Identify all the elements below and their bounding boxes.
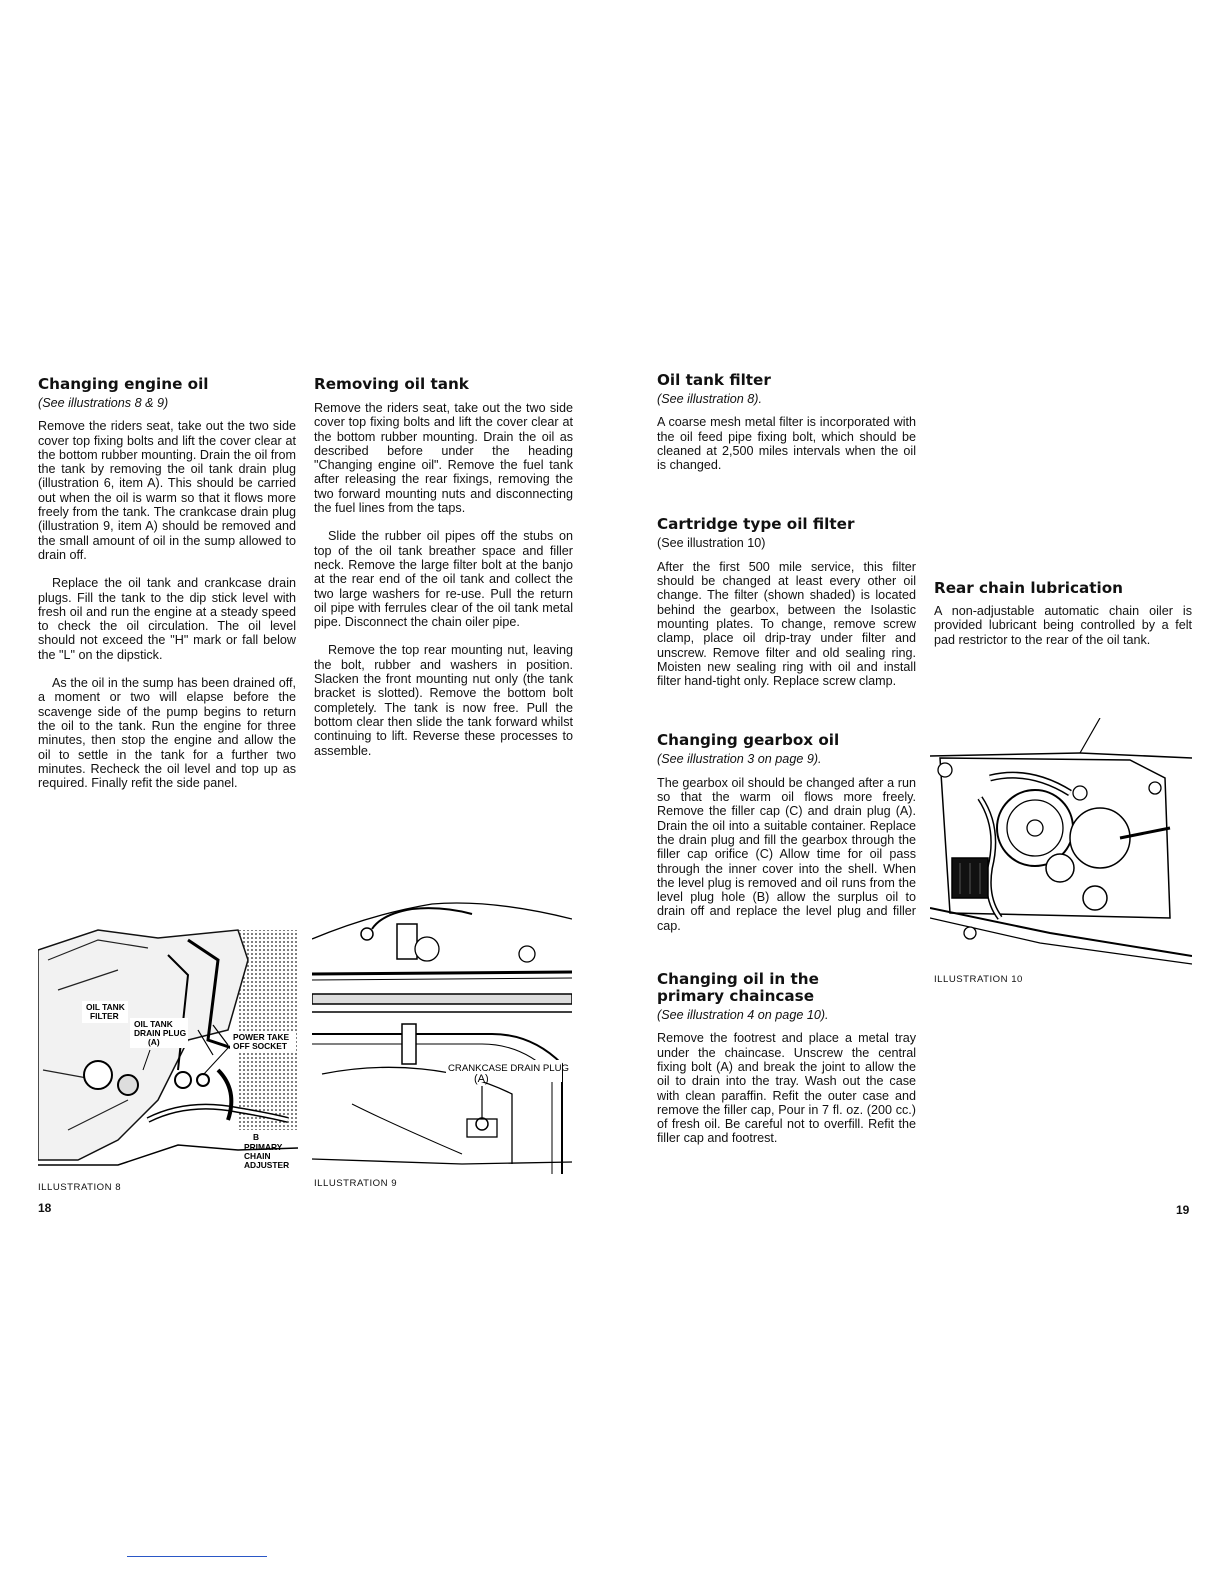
label-power-take-off-socket: POWER TAKE [233,1032,290,1042]
paragraph: Replace the oil tank and crankcase drain plugs. Fill the tank to the dip stick level with fresh oil and run the engine at a steady speed to check the oil circulation. The oil level should not exceed the "H" mark or fall below the "L" on the dipstick. [38,576,296,662]
paragraph: As the oil in the sump has been drained off, a moment or two will elapse before the scavenge side of the pump begins to return the oil to the tank. Run the engine for three minutes, then stop the engine and allow the oil to settle in the tank for a further two minutes. Recheck the oil level and top up as required. Finally refit the side panel. [38,676,296,791]
label-primary-chain-adjuster: CHAIN [244,1151,271,1161]
caption-illustration-8: ILLUSTRATION 8 [38,1182,122,1193]
paragraph: Slide the rubber oil pipes off the stubs on top of the oil tank breather space and filler neck. Remove the large filter bolt at the banjo at the rear end of the oil tank and collect the two large washers for re-use. Pull the return oil pipe with ferrules clear of the oil tank metal pipe. Disconnect the chain oiler pipe. [314,529,573,630]
paragraph: The gearbox oil should be changed after a run so that the warm oil flows more freely. Remove the filler cap (C) and drain plug (A). Drain the oil into a suitable container. Replace the drain plug and fill the gearbox through the filler cap orifice (C) Allow time for oil pass through the inner cover into the shell. When the level plug is removed and oil runs from the level plug hole (B) allow the surplus oil to drain off and replace the level plug and filler cap. [657,775,916,933]
column-removing-oil-tank [314,376,573,772]
label-oil-tank-drain-plug: OIL TANK [134,1019,173,1029]
page-number-19: 19 [1176,1203,1190,1217]
label-primary-chain-adjuster: ADJUSTER [244,1160,290,1170]
column-oil-filters-gearbox [657,372,916,1160]
subheading-see-illustration-3: (See illustration 3 on page 9). [657,752,822,767]
subheading-see-illustration-10: (See illustration 10) [657,536,766,551]
label-oil-tank-drain-plug: (A) [148,1037,160,1047]
link-underline [127,1556,267,1557]
caption-illustration-9: ILLUSTRATION 9 [314,1178,398,1189]
subheading-see-illustration-4: (See illustration 4 on page 10). [657,1008,829,1023]
heading-cartridge-type-oil-filter: Cartridge type oil filter [657,515,855,534]
label-b: B [253,1132,260,1142]
oil-tank-photo [38,920,300,1176]
column-rear-chain-lubrication [934,580,1192,661]
paragraph: A coarse mesh metal filter is incorporated with the oil feed pipe fixing bolt, which should be cleaned at 2,500 miles intervals when the oil is changed. [657,415,916,473]
label-power-take-off-socket: OFF SOCKET [233,1041,287,1051]
page-number-18: 18 [38,1201,52,1215]
paragraph: Remove the footrest and place a metal tray under the chaincase. Unscrew the central fixing bolt (A) and break the joint to allow the oil to drain into the tray. Wash out the case with clean paraffin. Refit the outer case and remove the filler cap, Pour in 7 fl. oz. (200 cc.) of fresh oil. Be careful not to overfill. Refit the filler cap and footrest. [657,1031,916,1146]
paragraph: After the first 500 mile service, this filter should be changed at least every other oil change. The filter (shown shaded) is located behind the gearbox, between the Isolastic mounting plates. To change, remove screw clamp, place oil drip-tray under filter and unscrew. Remove filter and old sealing ring. Moisten new sealing ring with oil and install filter hand-tight only. Replace screw clamp. [657,559,916,689]
caption-illustration-10: ILLUSTRATION 10 [934,974,1023,985]
heading-changing-engine-oil: Changing engine oil [38,375,209,393]
paragraph: Remove the top rear mounting nut, leaving the bolt, rubber and washers in position. Slacken the front mounting nut only (the tank bracket is slotted). Remove the bottom bolt completely. The tank is now free. Pull the bottom clear then slide the tank forward whilst continuing to lift. Reverse these processes to assemble. [314,643,573,758]
gearbox-filter-drawing [930,718,1192,970]
crankcase-photo [312,894,572,1174]
paragraph: Remove the riders seat, take out the two side cover top fixing bolts and lift the cover clear at the bottom rubber mounting. Drain the oil from the tank by removing the oil tank drain plug (illustration 6, item A). This should be carried out when the oil is warm so that it flows more freely from the tank. The crankcase drain plug (illustration 9, item A) should be removed and the small amount of oil in the sump allowed to drain off. [38,419,296,562]
illustration-8 [38,920,300,1176]
heading-changing-oil-primary-chaincase [657,971,916,1005]
subheading-see-illustration-8: (See illustration 8). [657,392,762,406]
heading-line: primary chaincase [657,987,814,1006]
label-crankcase-drain-plug: (A) [474,1073,489,1085]
paragraph: Remove the riders seat, take out the two side cover top fixing bolts and lift the cover clear at the bottom rubber mounting. Drain the oil as described before under the heading "Changing engine oil". Remove the fuel tank after releasing the rear fixings, removing the two forward mounting nuts and disconnecting the fuel lines from the taps. [314,401,573,516]
heading-rear-chain-lubrication: Rear chain lubrication [934,579,1123,597]
heading-removing-oil-tank: Removing oil tank [314,375,469,393]
paragraph: A non-adjustable automatic chain oiler is provided lubricant being controlled by a felt pad restrictor to the rear of the oil tank. [934,604,1192,647]
label-oil-tank-filter: FILTER [90,1011,119,1021]
heading-line: Changing oil in the [657,970,819,989]
heading-oil-tank-filter: Oil tank filter [657,371,771,389]
illustration-9 [312,894,572,1174]
label-oil-tank-drain-plug: DRAIN PLUG [134,1028,187,1038]
label-crankcase-drain-plug: CRANKCASE DRAIN PLUG [448,1063,570,1074]
label-primary-chain-adjuster: PRIMARY [244,1142,283,1152]
subheading-see-illustrations: (See illustrations 8 & 9) [38,396,169,410]
illustration-10 [930,718,1192,970]
label-oil-tank-filter: OIL TANK [86,1002,125,1012]
column-changing-engine-oil [38,376,296,804]
heading-changing-gearbox-oil: Changing gearbox oil [657,731,840,750]
